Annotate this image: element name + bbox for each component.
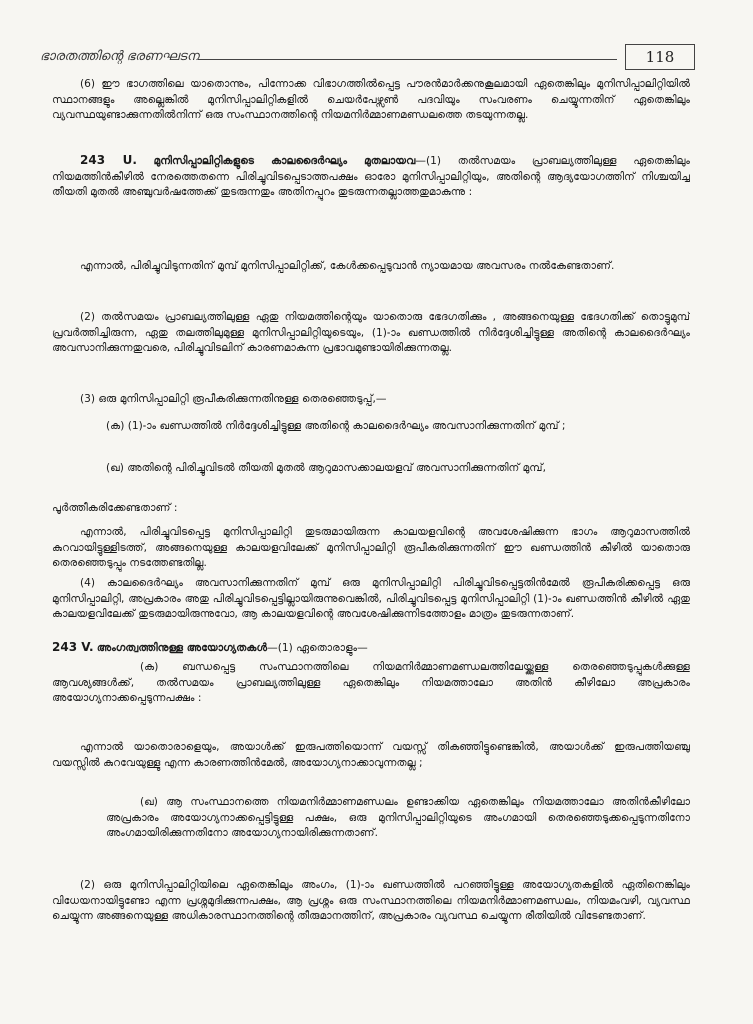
subclause-ka: (ക) (1)-ാം ഖണ്ഡത്തിൽ നിർദ്ദേശിച്ചിട്ടുള്ള അതിന്റെ കാലദൈർഘ്യം അവസാനിക്കുന്നതിന് മുമ്പ് ; xyxy=(106,420,566,432)
page-number: 118 xyxy=(625,44,695,70)
clause-2: (2) തൽസമയം പ്രാബല്യത്തിലുള്ള ഏതു നിയമത്തിന്റെയും യാതൊരു ഭേദഗതിക്കും , അങ്ങനെയുള്ള ഭേദഗതിക്ക് തൊട്ടുമുമ്പ് പ്രവർത്തിച്ചിരുന്ന, ഏതു തലത്തിലുമുള്ള മുനിസിപ്പാലിറ്റിയുടെയും, (1)-ാം ഖണ്ഡത്തിൽ നിർദ്ദേശിച്ചിട്ടുള്ള അതിന്റെ കാലദൈർഘ്യം അവസാനിക്കുന്നതുവരെ, പിരിച്ചുവിടലിന് കാരണമാകുന്ന പ്രഭാവമുണ്ടായിരിക്കുന്നതല്ല. xyxy=(52,311,690,354)
section-body: —(1) ഏതൊരാളും— xyxy=(267,642,368,654)
section-number: 243 U. xyxy=(80,153,137,167)
section-body: —(1) തൽസമയം പ്രാബല്യത്തിലുള്ള ഏതെങ്കിലും നിയമത്തിൻകീഴിൽ നേരത്തെതന്നെ പിരിച്ചുവിടപ്പെടാത്തപക്ഷം ഓരോ മുനിസിപ്പാലിറ്റിയും, അതിന്റെ ആദ്യയോഗത്തിന് നിശ്ചയിച്ച തീയതി മുതൽ അഞ്ചുവർഷത്തേക്ക് തുടരുന്നതും അതിനപ്പുറം തുടരുന്നതല്ലാത്തതുമാകുന്നു : xyxy=(52,155,690,198)
paragraph-6: (6) ഈ ഭാഗത്തിലെ യാതൊന്നും, പിന്നോക്ക വിഭാഗത്തിൽപ്പെട്ട പൗരൻമാർക്കനുകൂലമായി ഏതെങ്കിലും മുനിസിപ്പാലിറ്റിയിൽ സ്ഥാനങ്ങളും അല്ലെങ്കിൽ മുനിസിപ്പാലിറ്റികളിൽ ചെയർപേഴ്സൺ പദവിയും സംവരണം ചെയ്യുന്നതിന് ഏതെങ്കിലും വ്യവസ്ഥയുണ്ടാക്കുന്നതിൽനിന്ന് ഒരു സംസ്ഥാനത്തിന്റെ നിയമനിർമ്മാണമണ്ഡലത്തെ തടയുന്നതല്ല. xyxy=(52,78,690,121)
running-header xyxy=(40,44,695,70)
subclause-kha: (ഖ) ആ സംസ്ഥാനത്തെ നിയമനിർമ്മാണമണ്ഡലം ഉണ്ടാക്കിയ ഏതെങ്കിലും നിയമത്താലോ അതിൻകീഴിലോ അപ്രകാരം അയോഗ്യനാക്കപ്പെട്ടിട്ടുള്ള പക്ഷം, ഒരു മുനിസിപ്പാലിറ്റിയുടെ അംഗമായി തെരഞ്ഞെടുക്കപ്പെടുന്നതിനോ അംഗമായിരിക്കുന്നതിനോ അയോഗ്യനായിരിക്കുന്നതാണ്. xyxy=(106,796,690,839)
proviso-paragraph: എന്നാൽ, പിരിച്ചുവിടുന്നതിന് മുമ്പ് മുനിസിപ്പാലിറ്റിക്ക്, കേൾക്കപ്പെടുവാൻ ന്യായമായ അവസരം നൽകേണ്ടതാണ്. xyxy=(80,260,615,272)
clause-3: (3) ഒരു മുനിസിപ്പാലിറ്റി രൂപീകരിക്കുന്നതിനുള്ള തെരഞ്ഞെടുപ്പ്,— xyxy=(80,393,387,405)
section-heading: അംഗത്വത്തിനുള്ള അയോഗ്യതകൾ xyxy=(96,642,268,654)
section-number: 243 V. xyxy=(52,640,94,654)
clause-4: (4) കാലദൈർഘ്യം അവസാനിക്കുന്നതിന് മുമ്പ് ഒരു മുനിസിപ്പാലിറ്റി പിരിച്ചുവിടപ്പെട്ടതിൻമേൽ രൂപീകരിക്കപ്പെട്ട ഒരു മുനിസിപ്പാലിറ്റി, അപ്രകാരം അതു പിരിച്ചുവിടപ്പെട്ടില്ലായിരുന്നുവെങ്കിൽ, പിരിച്ചുവിടപ്പെട്ട മുനിസിപ്പാലിറ്റി (1)-ാം ഖണ്ഡത്തിൻ കീഴിൽ ഏതു കാലയളവിലേക്ക് തുടരുമായിരുന്നുവോ, ആ കാലയളവിന്റെ അവശേഷിക്കുന്നിടത്തോളം മാത്രം തുടരുന്നതാണ്. xyxy=(52,577,690,620)
book-title: ഭാരതത്തിന്റെ ഭരണഘടന xyxy=(40,49,199,64)
clause-2: (2) ഒരു മുനിസിപ്പാലിറ്റിയിലെ ഏതെങ്കിലും അംഗം, (1)-ാം ഖണ്ഡത്തിൽ പറഞ്ഞിട്ടുള്ള അയോഗ്യതകളിൽ ഏതിനെങ്കിലും വിധേയനായിട്ടുണ്ടോ എന്ന പ്രശ്നമുദിക്കുന്നപക്ഷം, ആ പ്രശ്നം ഒരു സംസ്ഥാനത്തിലെ നിയമനിർമ്മാണമണ്ഡലം, നിയമംവഴി, വ്യവസ്ഥ ചെയ്യുന്ന അങ്ങനെയുള്ള അധികാരസ്ഥാനത്തിന്റെ തീരുമാനത്തിന്, അപ്രകാരം വ്യവസ്ഥ ചെയ്യുന്ന രീതിയിൽ വിടേണ്ടതാണ്. xyxy=(52,879,690,922)
proviso-paragraph: എന്നാൽ യാതൊരാളെയും, അയാൾക്ക് ഇരുപത്തിയൊന്ന് വയസ്സ് തികഞ്ഞിട്ടുണ്ടെങ്കിൽ, അയാൾക്ക് ഇരുപത്തിയഞ്ചു വയസ്സിൽ കുറവേയുള്ളു എന്ന കാരണത്തിൻമേൽ, അയോഗ്യനാക്കാവുന്നതല്ല ; xyxy=(52,741,690,769)
clause-3-conclusion: പൂർത്തീകരിക്കേണ്ടതാണ് : xyxy=(52,502,178,514)
subclause-ka: (ക) ബന്ധപ്പെട്ട സംസ്ഥാനത്തിലെ നിയമനിർമ്മാണമണ്ഡലത്തിലേയ്ക്കുള്ള തെരഞ്ഞെടുപ്പുകൾക്കുള്ള ആവശ്യങ്ങൾക്ക്, തൽസമയം പ്രാബല്യത്തിലുള്ള ഏതെങ്കിലും നിയമത്താലോ അതിൻ കീഴിലോ അപ്രകാരം അയോഗ്യനാക്കപ്പെടുന്നപക്ഷം : xyxy=(52,661,690,704)
header-rule xyxy=(198,59,617,60)
subclause-kha: (ഖ) അതിന്റെ പിരിച്ചുവിടൽ തീയതി മുതൽ ആറുമാസക്കാലയളവ് അവസാനിക്കുന്നതിന് മുമ്പ്, xyxy=(106,462,546,474)
section-243u xyxy=(52,153,690,215)
proviso-paragraph: എന്നാൽ, പിരിച്ചുവിടപ്പെട്ട മുനിസിപ്പാലിറ്റി തുടരുമായിരുന്ന കാലയളവിന്റെ അവശേഷിക്കുന്ന ഭാഗം ആറുമാസത്തിൽ കുറവായിട്ടുള്ളിടത്ത്, അങ്ങനെയുള്ള കാലയളവിലേക്ക് മുനിസിപ്പാലിറ്റി രൂപീകരിക്കുന്നതിന് ഈ ഖണ്ഡത്തിൻ കീഴിൽ യാതൊരു തെരഞ്ഞെടുപ്പും നടത്തേണ്ടതില്ല. xyxy=(52,526,690,569)
section-243v xyxy=(52,640,690,658)
section-heading: മുനിസിപ്പാലിറ്റികളുടെ കാലദൈർഘ്യം മുതലായവ xyxy=(153,155,416,167)
